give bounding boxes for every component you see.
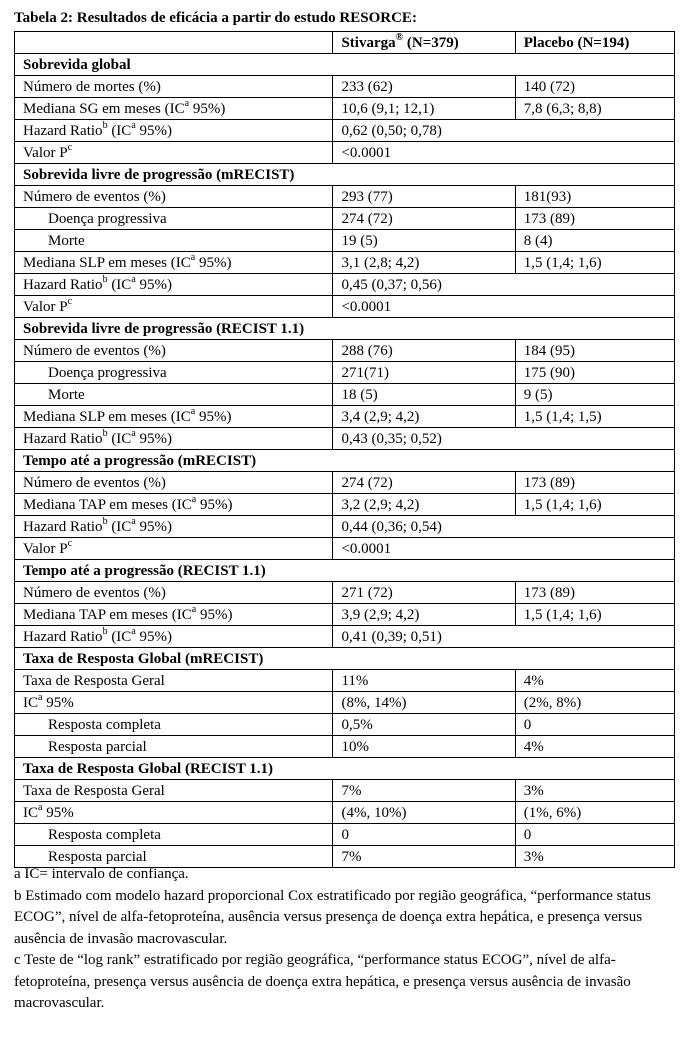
table-row	[15, 802, 675, 824]
row-label	[15, 714, 333, 736]
table-header-row	[15, 32, 675, 54]
row-label	[15, 98, 333, 120]
row-label-text: Hazard Ratio	[23, 628, 103, 645]
section-row	[15, 560, 675, 582]
row-label-text: Hazard Ratio	[23, 276, 103, 293]
row-label-text-end-2: 95%)	[135, 518, 173, 535]
row-label-superscript: a	[190, 251, 196, 263]
combined-value-cell: 0,62 (0,50; 0,78)	[333, 120, 675, 142]
stivarga-value-cell: 288 (76)	[333, 340, 515, 362]
row-label-text-end-2: 95%)	[135, 276, 173, 293]
table-row	[15, 208, 675, 230]
placebo-value-cell: (2%, 8%)	[515, 692, 674, 714]
placebo-value-cell: 3%	[515, 846, 674, 868]
combined-value-cell: 0,43 (0,35; 0,52)	[333, 428, 675, 450]
row-label	[15, 406, 333, 428]
stivarga-value-cell: 0,5%	[333, 714, 515, 736]
row-label-text: Mediana SLP em meses (IC	[23, 408, 191, 425]
stivarga-value-cell: 0	[333, 824, 515, 846]
stivarga-value-cell: 271 (72)	[333, 582, 515, 604]
header-cell-label	[15, 32, 333, 54]
row-label-superscript: b	[102, 515, 108, 527]
stivarga-value-cell: 233 (62)	[333, 76, 515, 98]
stivarga-value-cell: 3,4 (2,9; 4,2)	[333, 406, 515, 428]
section-heading: Sobrevida livre de progressão (mRECIST)	[15, 164, 675, 186]
stivarga-value-cell: 271(71)	[333, 362, 515, 384]
row-label	[15, 736, 333, 758]
stivarga-value-cell: 3,2 (2,9; 4,2)	[333, 494, 515, 516]
stivarga-value-cell: 10,6 (9,1; 12,1)	[333, 98, 515, 120]
row-label-text: Número de mortes (%)	[23, 78, 161, 95]
table-row	[15, 296, 675, 318]
row-label-superscript: c	[67, 295, 73, 307]
row-label	[15, 626, 333, 648]
table-row	[15, 714, 675, 736]
placebo-value-cell: 0	[515, 714, 674, 736]
footnote: c Teste de “log rank” estratificado por região geográfica, “performance status ECOG”, nível de alfa-fetoproteína, presença versus ausência de doença extra hepática, e presença versus ausência de invasão macrovascular.	[14, 952, 631, 1011]
row-label	[15, 274, 333, 296]
row-label-superscript: c	[67, 141, 73, 153]
row-label-text: Número de eventos (%)	[23, 188, 166, 205]
stivarga-value-cell: 7%	[333, 846, 515, 868]
row-label-text-end: (IC	[107, 430, 132, 447]
row-label-superscript: b	[102, 625, 108, 637]
stivarga-value-cell: 274 (72)	[333, 472, 515, 494]
table-row	[15, 538, 675, 560]
row-label	[15, 186, 333, 208]
row-label-superscript-2: a	[131, 119, 136, 131]
row-label-text-end: 95%)	[195, 408, 232, 425]
table-row	[15, 406, 675, 428]
row-label	[15, 516, 333, 538]
row-label-superscript-2: a	[131, 515, 136, 527]
placebo-value-cell: 7,8 (6,3; 8,8)	[515, 98, 674, 120]
table-row	[15, 384, 675, 406]
row-label-text: Valor P	[23, 540, 68, 557]
table-row	[15, 692, 675, 714]
table-row	[15, 274, 675, 296]
table-row	[15, 582, 675, 604]
section-heading: Taxa de Resposta Global (mRECIST)	[15, 648, 675, 670]
table-row	[15, 76, 675, 98]
stivarga-value-cell: 274 (72)	[333, 208, 515, 230]
row-label-superscript: a	[191, 603, 197, 615]
row-label-superscript: a	[38, 691, 43, 703]
table-row	[15, 736, 675, 758]
row-label	[15, 142, 333, 164]
table-row	[15, 252, 675, 274]
row-label	[15, 120, 333, 142]
row-label-superscript: b	[102, 427, 108, 439]
row-label	[15, 670, 333, 692]
row-label-text: Resposta parcial	[48, 848, 147, 865]
section-heading: Tempo até a progressão (RECIST 1.1)	[15, 560, 675, 582]
stivarga-value-cell: (8%, 14%)	[333, 692, 515, 714]
row-label	[15, 362, 333, 384]
combined-value-cell: 0,45 (0,37; 0,56)	[333, 274, 675, 296]
row-label-text: Hazard Ratio	[23, 430, 103, 447]
stivarga-value-cell: 3,1 (2,8; 4,2)	[333, 252, 515, 274]
row-label	[15, 692, 333, 714]
row-label	[15, 76, 333, 98]
stivarga-value-cell: 3,9 (2,9; 4,2)	[333, 604, 515, 626]
header-cell-placebo: Placebo (N=194)	[515, 32, 674, 54]
row-label-superscript: a	[184, 97, 190, 109]
row-label-superscript: b	[102, 119, 108, 131]
combined-value-cell: <0.0001	[333, 538, 675, 560]
row-label	[15, 428, 333, 450]
placebo-value-cell: 4%	[515, 670, 674, 692]
placebo-value-cell: 173 (89)	[515, 582, 674, 604]
row-label-text-end-2: 95%)	[135, 122, 173, 139]
row-label-text: Doença progressiva	[48, 210, 167, 227]
row-label-superscript-2: a	[131, 625, 136, 637]
section-row	[15, 648, 675, 670]
row-label-text: Número de eventos (%)	[23, 584, 166, 601]
table-row	[15, 780, 675, 802]
table-row	[15, 98, 675, 120]
row-label-text-end: 95%	[42, 804, 74, 821]
row-label-text: Valor P	[23, 144, 68, 161]
placebo-value-cell: 175 (90)	[515, 362, 674, 384]
header-cell-stivarga	[333, 32, 515, 54]
stivarga-value-cell: 18 (5)	[333, 384, 515, 406]
row-label-text: Número de eventos (%)	[23, 342, 166, 359]
section-row	[15, 164, 675, 186]
row-label-superscript-2: a	[131, 427, 136, 439]
row-label-text: Hazard Ratio	[23, 122, 103, 139]
placebo-value-cell: (1%, 6%)	[515, 802, 674, 824]
row-label-text-end: 95%)	[189, 100, 226, 117]
header-stivarga-sup: ®	[395, 31, 404, 43]
row-label	[15, 252, 333, 274]
row-label	[15, 538, 333, 560]
row-label	[15, 494, 333, 516]
row-label-superscript-2: a	[131, 273, 136, 285]
footnotes	[14, 864, 679, 1015]
row-label	[15, 296, 333, 318]
row-label-text-end: 95%)	[196, 496, 233, 513]
placebo-value-cell: 8 (4)	[515, 230, 674, 252]
table-row	[15, 120, 675, 142]
row-label	[15, 208, 333, 230]
row-label-text: IC	[23, 694, 38, 711]
stivarga-value-cell: (4%, 10%)	[333, 802, 515, 824]
combined-value-cell: <0.0001	[333, 296, 675, 318]
row-label-text-end: 95%	[42, 694, 74, 711]
row-label-text: Mediana TAP em meses (IC	[23, 606, 192, 623]
row-label-superscript: b	[102, 273, 108, 285]
row-label-text-end: (IC	[107, 628, 132, 645]
section-heading: Tempo até a progressão (mRECIST)	[15, 450, 675, 472]
stivarga-value-cell: 19 (5)	[333, 230, 515, 252]
placebo-value-cell: 1,5 (1,4; 1,6)	[515, 252, 674, 274]
row-label-superscript: c	[67, 537, 73, 549]
row-label-text: Resposta completa	[48, 716, 161, 733]
stivarga-value-cell: 293 (77)	[333, 186, 515, 208]
table-row	[15, 604, 675, 626]
section-row	[15, 450, 675, 472]
stivarga-value-cell: 7%	[333, 780, 515, 802]
row-label-text: Taxa de Resposta Geral	[23, 782, 165, 799]
placebo-value-cell: 1,5 (1,4; 1,6)	[515, 494, 674, 516]
table-row	[15, 428, 675, 450]
row-label-superscript: a	[190, 405, 196, 417]
section-heading: Sobrevida global	[15, 54, 675, 76]
placebo-value-cell: 3%	[515, 780, 674, 802]
row-label-text: Doença progressiva	[48, 364, 167, 381]
placebo-value-cell: 173 (89)	[515, 208, 674, 230]
row-label	[15, 230, 333, 252]
table-title: Tabela 2: Resultados de eficácia a partir do estudo RESORCE:	[14, 10, 417, 26]
results-table-body	[15, 32, 675, 868]
placebo-value-cell: 1,5 (1,4; 1,6)	[515, 604, 674, 626]
section-row	[15, 758, 675, 780]
row-label-text: Mediana SLP em meses (IC	[23, 254, 191, 271]
header-stivarga-pre: Stivarga	[341, 34, 396, 51]
placebo-value-cell: 173 (89)	[515, 472, 674, 494]
row-label-text: IC	[23, 804, 38, 821]
row-label	[15, 780, 333, 802]
row-label-text: Morte	[48, 232, 85, 249]
section-row	[15, 318, 675, 340]
row-label-text: Número de eventos (%)	[23, 474, 166, 491]
table-row	[15, 824, 675, 846]
row-label-text-end: 95%)	[196, 606, 233, 623]
placebo-value-cell: 140 (72)	[515, 76, 674, 98]
table-row	[15, 230, 675, 252]
row-label	[15, 384, 333, 406]
table-row	[15, 516, 675, 538]
row-label-text-end-2: 95%)	[135, 430, 173, 447]
row-label-text: Morte	[48, 386, 85, 403]
row-label-text: Valor P	[23, 298, 68, 315]
row-label-text-end: (IC	[107, 276, 132, 293]
combined-value-cell: 0,44 (0,36; 0,54)	[333, 516, 675, 538]
row-label-text: Resposta parcial	[48, 738, 147, 755]
section-heading: Taxa de Resposta Global (RECIST 1.1)	[15, 758, 675, 780]
stivarga-value-cell: 10%	[333, 736, 515, 758]
row-label-text: Resposta completa	[48, 826, 161, 843]
row-label	[15, 824, 333, 846]
placebo-value-cell: 0	[515, 824, 674, 846]
row-label-text-end: (IC	[107, 122, 132, 139]
stivarga-value-cell: 11%	[333, 670, 515, 692]
row-label-text-end: (IC	[107, 518, 132, 535]
table-row	[15, 362, 675, 384]
row-label-text-end-2: 95%)	[135, 628, 173, 645]
placebo-value-cell: 1,5 (1,4; 1,5)	[515, 406, 674, 428]
row-label-text: Hazard Ratio	[23, 518, 103, 535]
placebo-value-cell: 181(93)	[515, 186, 674, 208]
table-row	[15, 340, 675, 362]
combined-value-cell: 0,41 (0,39; 0,51)	[333, 626, 675, 648]
footnote: a IC= intervalo de confiança.	[14, 866, 189, 882]
row-label-superscript: a	[191, 493, 197, 505]
section-heading: Sobrevida livre de progressão (RECIST 1.1)	[15, 318, 675, 340]
row-label	[15, 340, 333, 362]
section-row	[15, 54, 675, 76]
footnote: b Estimado com modelo hazard proporcional Cox estratificado por região geográfica, “performance status ECOG”, nível de alfa-fetoproteína, ausência versus presença de doença extra hepática, e presença versus ausência de invasão macrovascular.	[14, 887, 651, 947]
row-label	[15, 802, 333, 824]
row-label-text: Mediana TAP em meses (IC	[23, 496, 192, 513]
row-label-text-end: 95%)	[195, 254, 232, 271]
table-row	[15, 670, 675, 692]
results-table	[14, 31, 675, 868]
row-label	[15, 472, 333, 494]
placebo-value-cell: 4%	[515, 736, 674, 758]
combined-value-cell: <0.0001	[333, 142, 675, 164]
header-stivarga-post: (N=379)	[403, 34, 459, 51]
table-row	[15, 472, 675, 494]
row-label-superscript: a	[38, 801, 43, 813]
table-row	[15, 186, 675, 208]
placebo-value-cell: 9 (5)	[515, 384, 674, 406]
table-row	[15, 142, 675, 164]
table-row	[15, 626, 675, 648]
placebo-value-cell: 184 (95)	[515, 340, 674, 362]
row-label-text: Taxa de Resposta Geral	[23, 672, 165, 689]
table-row	[15, 494, 675, 516]
row-label	[15, 582, 333, 604]
row-label-text: Mediana SG em meses (IC	[23, 100, 185, 117]
row-label	[15, 604, 333, 626]
